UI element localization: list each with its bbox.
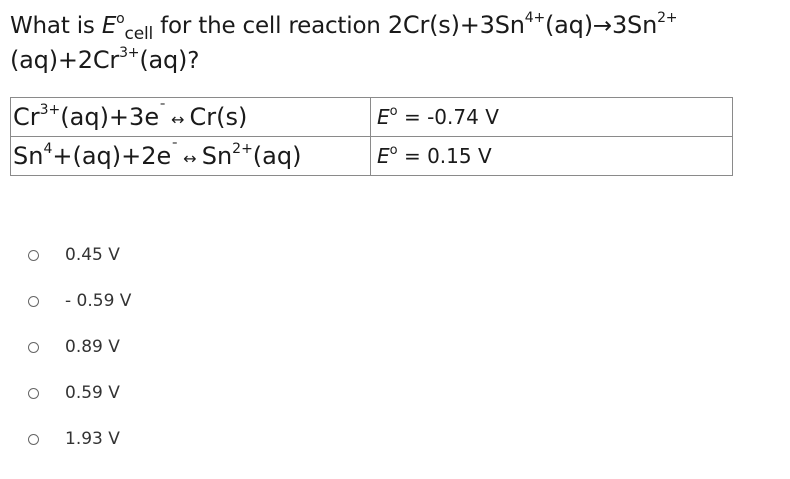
charge-cr3: 3+ <box>119 45 140 61</box>
option-label: 0.89 V <box>65 337 120 357</box>
table-row <box>11 137 733 176</box>
product: Sn <box>201 142 233 170</box>
answer-options <box>28 232 131 462</box>
product-charge: 2+ <box>232 141 253 157</box>
reaction-part-3: 3Sn <box>611 11 658 39</box>
radio-button[interactable] <box>28 434 39 445</box>
reaction-part-4: (aq)+2Cr <box>10 46 120 74</box>
e-label: E <box>377 144 390 168</box>
equilibrium-arrow: ↔ <box>171 110 185 129</box>
charge-sn4: 4+ <box>524 10 546 26</box>
cell-subscript: cell <box>124 24 153 44</box>
table-row <box>11 98 733 137</box>
radio-button[interactable] <box>28 250 39 261</box>
potential-cell <box>371 98 733 137</box>
answer-option[interactable] <box>28 232 131 278</box>
answer-option[interactable] <box>28 324 131 370</box>
option-label: 0.59 V <box>65 383 120 403</box>
radio-button[interactable] <box>28 342 39 353</box>
half-reaction-cell <box>11 98 371 137</box>
reactant-charge: 4 <box>43 141 53 157</box>
answer-option[interactable] <box>28 370 131 416</box>
potential-value: = 0.15 V <box>397 144 492 168</box>
reactant-tail: (aq)+3e <box>60 103 160 131</box>
potential-value: = -0.74 V <box>397 105 499 129</box>
question-prefix: What is <box>10 13 102 39</box>
option-label: 0.45 V <box>65 245 120 265</box>
potential-cell <box>371 137 733 176</box>
radio-button[interactable] <box>28 296 39 307</box>
answer-option[interactable] <box>28 278 131 324</box>
e-symbol: E <box>101 13 117 39</box>
answer-option[interactable] <box>28 416 131 462</box>
degree-mark: o <box>389 143 398 158</box>
reaction-arrow: → <box>592 13 612 39</box>
option-label: - 0.59 V <box>65 291 132 311</box>
electron-mark: ¯ <box>171 141 179 157</box>
reactant-charge: 3+ <box>39 102 61 118</box>
question-end: ? <box>187 48 200 74</box>
reaction-part-2: (aq) <box>545 11 593 39</box>
question-middle: for the cell reaction <box>153 13 388 39</box>
e-label: E <box>377 105 390 129</box>
reactant: Cr <box>13 103 40 131</box>
equilibrium-arrow: ↔ <box>183 149 197 168</box>
product: Cr(s) <box>189 103 248 131</box>
potentials-table <box>10 97 733 176</box>
electron-mark: ¯ <box>159 102 167 118</box>
half-reaction-cell <box>11 137 371 176</box>
radio-button[interactable] <box>28 388 39 399</box>
reaction-part-1: 2Cr(s)+3Sn <box>387 11 525 39</box>
degree-mark: o <box>389 104 398 119</box>
charge-sn2: 2+ <box>657 10 678 26</box>
option-label: 1.93 V <box>65 429 120 449</box>
reactant: Sn <box>13 142 44 170</box>
product-tail: (aq) <box>252 142 302 170</box>
degree-symbol: o <box>116 11 125 27</box>
reaction-part-5: (aq) <box>139 46 188 74</box>
reactant-tail: +(aq)+2e <box>52 142 172 170</box>
question-text <box>10 8 780 78</box>
